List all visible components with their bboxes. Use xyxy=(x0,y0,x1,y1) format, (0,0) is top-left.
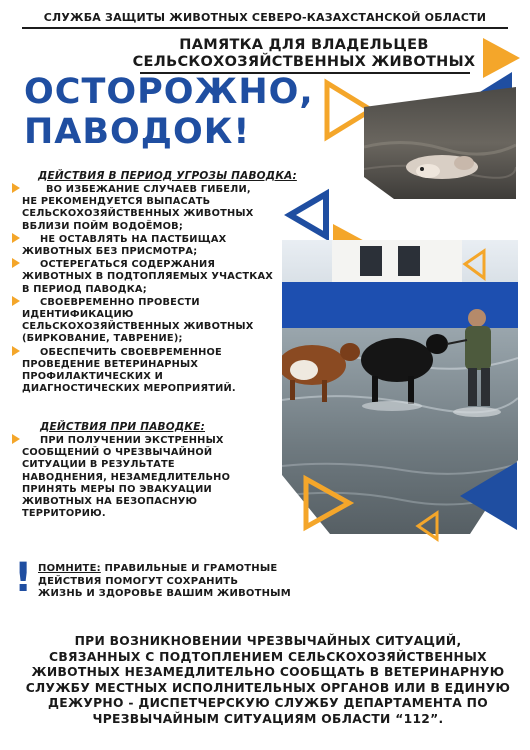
headline-line2: ПАВОДОК! xyxy=(24,112,251,152)
emergency-contact-note: ПРИ ВОЗНИКНОВЕНИИ ЧРЕЗВЫЧАЙНЫХ СИТУАЦИЙ, СВЯЗАННЫХ С ПОДТОПЛЕНИЕМ СЕЛЬСКОХОЗЯЙСТВЕННЫХ ЖИВОТНЫХ НЕЗАМЕДЛИТЕЛЬНО СООБЩАТЬ В ВЕТЕРИНАРНУЮ СЛУЖБУ МЕСТНЫХ ИСПОЛНИТЕЛЬНЫХ ОРГАНОВ ИЛИ В ЕДИНУЮ ДЕЖУРНО - ДИСПЕТЧЕРСКУЮ СЛУЖБУ ДЕПАРТАМЕНТА ПО ЧРЕЗВЫЧАЙНЫМ СИТУАЦИЯМ ОБЛАСТИ “112”. xyxy=(25,634,511,726)
threat-list xyxy=(12,183,304,395)
threat-section-title: ДЕЙСТВИЯ В ПЕРИОД УГРОЗЫ ПАВОДКА: xyxy=(38,170,297,182)
memo-title-line1: ПАМЯТКА ДЛЯ ВЛАДЕЛЬЦЕВ xyxy=(179,37,429,53)
bullet-triangle-icon xyxy=(12,346,20,356)
remember-label: ПОМНИТЕ: xyxy=(38,563,101,574)
bullet-triangle-icon xyxy=(12,258,20,268)
headline-line1: ОСТОРОЖНО, xyxy=(24,72,314,112)
bullet-triangle-icon xyxy=(12,434,20,444)
evacuation-photo xyxy=(282,240,518,446)
list-item: НЕ ОСТАВЛЯТЬ НА ПАСТБИЩАХ ЖИВОТНЫХ БЕЗ ПРИСМОТРА; xyxy=(12,233,304,258)
organization-name: СЛУЖБА ЗАЩИТЫ ЖИВОТНЫХ СЕВЕРО-КАЗАХСТАНСКОЙ ОБЛАСТИ xyxy=(43,11,487,24)
top-rule xyxy=(22,27,508,29)
exclamation-icon: ! xyxy=(14,555,33,601)
flood-section-title: ДЕЙСТВИЯ ПРИ ПАВОДКЕ: xyxy=(40,421,205,433)
memo-title-line2: СЕЛЬСКОХОЗЯЙСТВЕННЫХ ЖИВОТНЫХ xyxy=(132,54,476,70)
flood-section-body xyxy=(12,434,272,520)
bullet-triangle-icon xyxy=(12,183,20,193)
list-item: ОСТЕРЕГАТЬСЯ СОДЕРЖАНИЯ ЖИВОТНЫХ В ПОДТОПЛЯЕМЫХ УЧАСТКАХ В ПЕРИОД ПАВОДКА; xyxy=(12,258,304,296)
list-item: ПРИ ПОЛУЧЕНИИ ЭКСТРЕННЫХ СООБЩЕНИЙ О ЧРЕЗВЫЧАЙНОЙ СИТУАЦИИ В РЕЗУЛЬТАТЕ НАВОДНЕНИЯ, НЕЗАМЕДЛИТЕЛЬНО ПРИНЯТЬ МЕРЫ ПО ЭВАКУАЦИИ ЖИВОТНЫХ НА БЕЗОПАСНУЮ ТЕРРИТОРИЮ. xyxy=(12,434,272,520)
list-item: ОБЕСПЕЧИТЬ СВОЕВРЕМЕННОЕ ПРОВЕДЕНИЕ ВЕТЕРИНАРНЫХ ПРОФИЛАКТИЧЕСКИХ И ДИАГНОСТИЧЕСКИХ МЕРОПРИЯТИЙ. xyxy=(12,346,304,396)
bullet-triangle-icon xyxy=(12,296,20,306)
list-item: ВО ИЗБЕЖАНИЕ СЛУЧАЕВ ГИБЕЛИ, НЕ РЕКОМЕНДУЕТСЯ ВЫПАСАТЬ СЕЛЬСКОХОЗЯЙСТВЕННЫХ ЖИВОТНЫХ ВБЛИЗИ ПОЙМ ВОДОЁМОВ; xyxy=(12,183,304,233)
headline xyxy=(24,72,314,152)
list-item: СВОЕВРЕМЕННО ПРОВЕСТИ ИДЕНТИФИКАЦИЮ СЕЛЬСКОХОЗЯЙСТВЕННЫХ ЖИВОТНЫХ (БИРКОВАНИЕ, ТАВРЕНИЕ); xyxy=(12,296,304,346)
memo-title xyxy=(118,37,490,71)
flood-cow-photo xyxy=(364,87,516,199)
bullet-triangle-icon xyxy=(12,233,20,243)
remember-note: ПОМНИТЕ: ПРАВИЛЬНЫЕ И ГРАМОТНЫЕ ДЕЙСТВИЯ ПОМОГУТ СОХРАНИТЬ ЖИЗНЬ И ЗДОРОВЬЕ ВАШИМ ЖИВОТНЫМ xyxy=(38,563,291,599)
flooded-field-photo xyxy=(282,446,518,534)
